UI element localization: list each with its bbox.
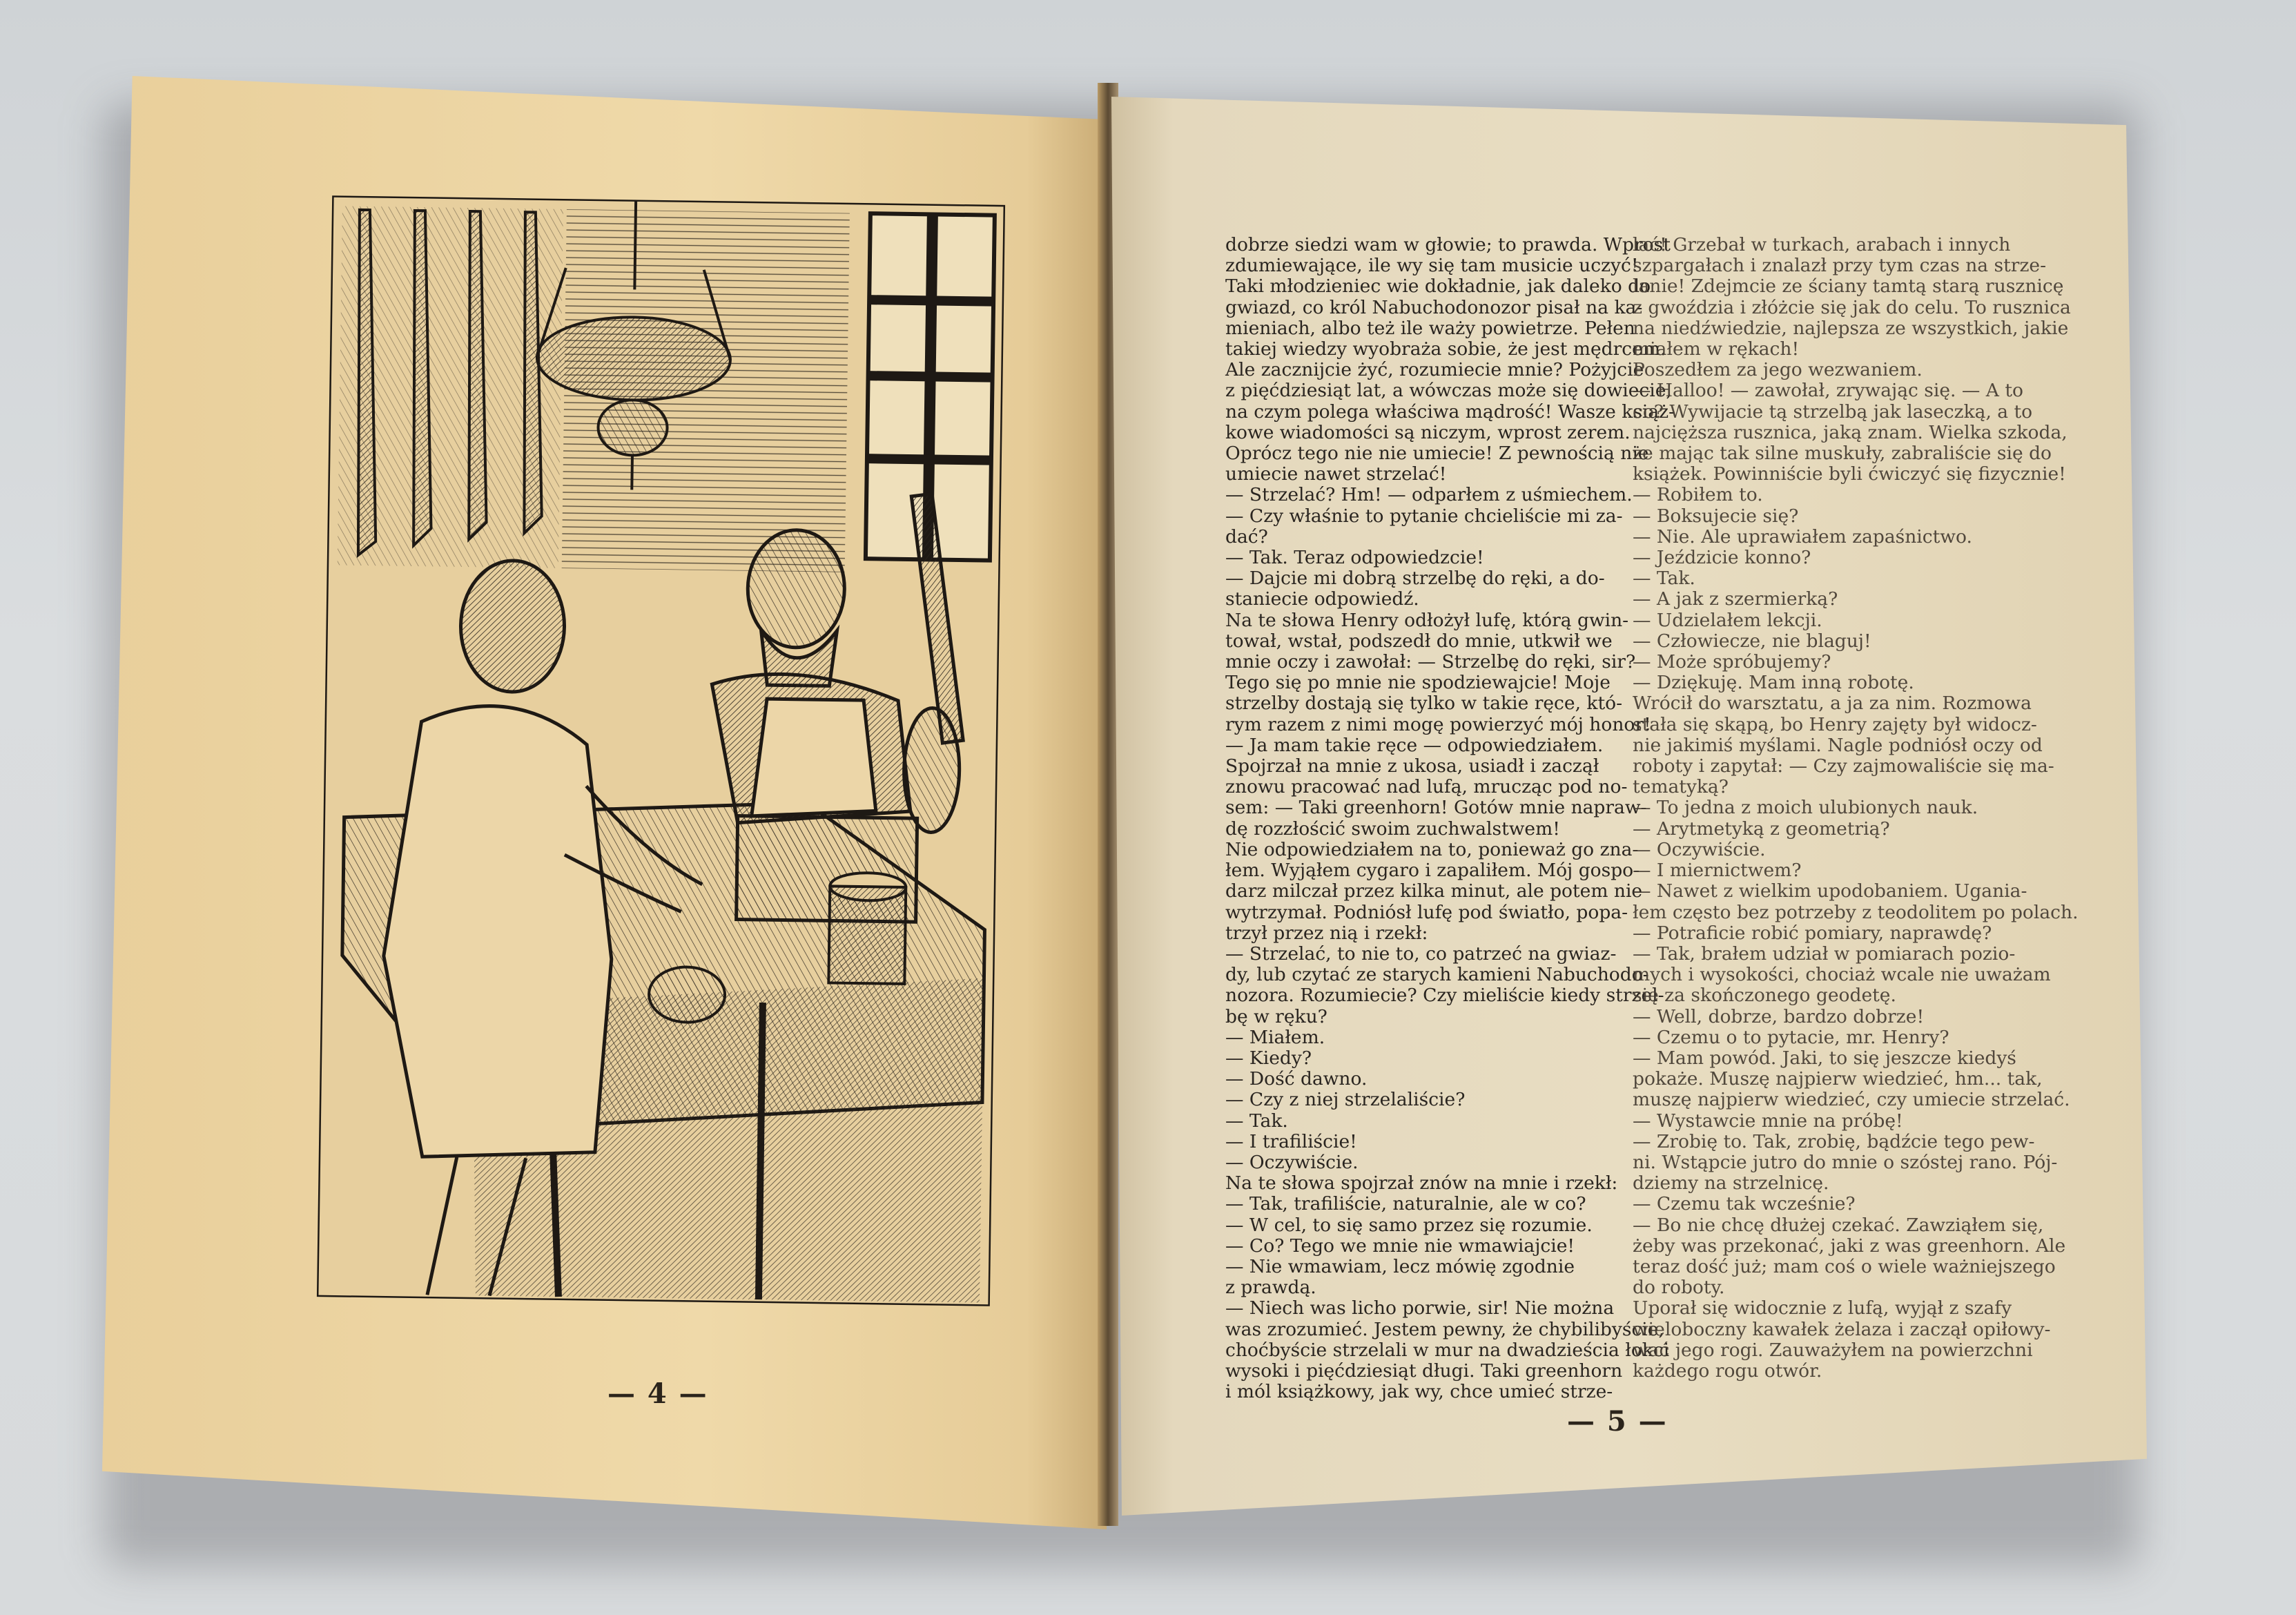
text-line: dać? [1225,525,1268,548]
text-line: — Halloo! — zawołał, zrywając się. — A to [1633,380,2023,402]
text-line: — Nawet z wielkim upodobaniem. Ugania- [1633,880,2027,902]
workshop-illustration [317,195,1005,1306]
text-line: umiecie nawet strzelać! [1225,463,1447,485]
text-line: łem. Wyjąłem cygaro i zapaliłem. Mój gospo- [1225,860,1640,882]
text-line: tematyką? [1633,776,1729,798]
text-line: choćbyście strzelali w mur na dwadzieścia łokci [1225,1339,1670,1361]
text-line: ni. Wstąpcie jutro do mnie o szóstej rano. Pój- [1633,1151,2058,1173]
text-line: Tego się po mnie nie spodziewajcie! Moje [1225,672,1611,694]
text-line: z prawdą. [1225,1277,1316,1299]
text-line: każdego rogu otwór. [1633,1360,1822,1382]
text-line: takiej wiedzy wyobraża sobie, że jest mędrcem. [1225,338,1666,360]
text-line: — Tak, brałem udział w pomiarach pozio- [1633,942,2016,965]
text-line: — Czy właśnie to pytanie chcieliście mi za- [1225,505,1623,527]
text-line: gwiazd, co król Nabuchodonozor pisał na ka- [1225,296,1643,318]
text-line: łem często bez potrzeby z teodolitem po polach. [1633,901,2079,923]
text-line: roboty i zapytał: — Czy zajmowaliście się ma- [1633,755,2054,777]
text-line: — W cel, to się samo przez się rozumie. [1225,1214,1593,1236]
text-line: — Strzelać? Hm! — odparłem z uśmiechem. [1225,484,1633,506]
text-line: strzelby dostają się tylko w takie ręce, któ- [1225,693,1623,715]
text-line: szpargałach i znalazł przy tym czas na strze- [1633,255,2047,277]
text-line: rym razem z nimi mogę powierzyć mój honor! [1225,713,1651,735]
text-line: — Tak. [1225,1110,1288,1132]
text-line: sem: — Taki greenhorn! Gotów mnie napraw- [1225,797,1647,819]
text-line: mieniach, albo też ile waży powietrze. Pełen [1225,317,1635,339]
text-line: — Dajcie mi dobrą strzelbę do ręki, a do- [1225,568,1605,590]
text-line: dy, lub czytać ze starych kamieni Nabuchodo- [1225,964,1649,986]
text-line: wysoki i pięćdziesiąt długi. Taki greenhorn [1225,1360,1623,1382]
text-line: — Oczywiście. [1225,1151,1359,1173]
text-line: mych i wysokości, chociaż wcale nie uważam [1633,964,2051,986]
text-line: mnie oczy i zawołał: — Strzelbę do ręki, sir? [1225,651,1636,673]
text-line: z pięćdziesiąt lat, a wówczas może się dowiecie, [1225,380,1672,402]
text-line: — Nie. Ale uprawiałem zapaśnictwo. [1633,525,1972,548]
text-line: muszę najpierw wiedzieć, czy umiecie strzelać. [1633,1089,2070,1111]
text-line: Taki młodzieniec wie dokładnie, jak daleko do [1225,275,1651,298]
text-line: — Tak. [1633,568,1695,590]
text-line: Ale zacznijcie żyć, rozumiecie mnie? Pożyjcie [1225,359,1644,381]
text-line: — Ja mam takie ręce — odpowiedziałem. [1225,734,1604,756]
text-line: na czym polega właściwa mądrość! Wasze książ- [1225,400,1675,423]
text-line: wytrzymał. Podniósł lufę pod światło, popa- [1225,901,1628,923]
text-line: — Niech was licho porwie, sir! Nie można [1225,1297,1615,1319]
text-line: — Może spróbujemy? [1633,651,1831,673]
text-line: — Jeździcie konno? [1633,547,1811,569]
text-column-left [1225,234,1675,1403]
text-line: — Robiłem to. [1633,484,1763,506]
text-line: — Arytmetyką z geometrią? [1633,818,1890,840]
text-line: lać! Grzebał w turkach, arabach i innych [1633,234,2011,255]
text-line: — I trafiliście! [1225,1130,1357,1152]
text-line: — Dziękuję. Mam inną robotę. [1633,672,1914,694]
text-line: — Człowiecze, nie blaguj! [1633,630,1871,652]
text-line: — Well, dobrze, bardzo dobrze! [1633,1005,1925,1027]
text-line: Spojrzał na mnie z ukosa, usiadł i zaczął [1225,755,1599,777]
text-line: — Udzielałem lekcji. [1633,609,1822,631]
text-line: że mając tak silne muskuły, zabraliście się do [1633,443,2052,465]
text-line: — Bo nie chcę dłużej czekać. Zawziąłem się, [1633,1214,2044,1236]
text-line: — Tak. Teraz odpowiedzcie! [1225,547,1484,569]
text-line: na niedźwiedzie, najlepsza ze wszystkich, jakie [1633,317,2069,339]
text-line: — Strzelać, to nie to, co patrzeć na gwiaz- [1225,942,1617,965]
text-line: i mól książkowy, jak wy, chce umieć strze- [1225,1381,1613,1403]
text-line: — Tak, trafiliście, naturalnie, ale w co? [1225,1193,1586,1215]
text-line: — Czy z niej strzelaliście? [1225,1089,1466,1111]
text-line: — Co? Tego we mnie nie wmawiajcie! [1225,1235,1575,1257]
text-line: Poszedłem za jego wezwaniem. [1633,359,1923,381]
text-line: — Boksujecie się? [1633,505,1799,527]
text-line: — Kiedy? [1225,1047,1312,1069]
text-line: co? Wywijacie tą strzelbą jak laseczką, a to [1633,400,2033,423]
text-line: Na te słowa Henry odłożył lufę, którą gwin- [1225,609,1629,631]
right-page-number: — 5 — [1567,1405,1668,1438]
text-line: książek. Powinniście byli ćwiczyć się fizycznie! [1633,463,2066,485]
text-line: dziemy na strzelnicę. [1633,1172,1829,1195]
text-line: Nie odpowiedziałem na to, ponieważ go zna- [1225,838,1639,860]
text-line: — Nie wmawiam, lecz mówię zgodnie [1225,1255,1575,1277]
text-line: żeby was przekonać, jaki z was greenhorn. Ale [1633,1235,2066,1257]
text-line: się za skończonego geodetę. [1633,985,1896,1007]
text-line: — Miałem. [1225,1026,1325,1048]
text-line: miałem w rękach! [1633,338,1800,360]
text-line: tował, wstał, podszedł do mnie, utkwił we [1225,630,1613,652]
text-line: dobrze siedzi wam w głowie; to prawda. Wprost [1225,234,1671,255]
text-line: Wrócił do warsztatu, a ja za nim. Rozmowa [1633,693,2032,715]
text-line: — Oczywiście. [1633,838,1766,860]
text-line: — A jak z szermierką? [1633,588,1838,610]
text-line: z gwoździa i złóżcie się jak do celu. To rusznica [1633,296,2071,318]
text-line: — Czemu tak wcześnie? [1633,1193,1856,1215]
text-column-right [1633,234,2079,1382]
text-line: — I miernictwem? [1633,860,1802,882]
text-line: nozora. Rozumiecie? Czy mieliście kiedy strzel- [1225,985,1664,1007]
text-line: teraz dość już; mam coś o wiele ważniejszego [1633,1255,2056,1277]
text-line: — Czemu o to pytacie, mr. Henry? [1633,1026,1949,1048]
text-line: — Mam powód. Jaki, to się jeszcze kiedyś [1633,1047,2016,1069]
text-line: staniecie odpowiedź. [1225,588,1419,610]
text-line: trzył przez nią i rzekł: [1225,922,1428,944]
text-line: wać jego rogi. Zauważyłem na powierzchni [1633,1339,2033,1361]
text-line: dę rozzłościć swoim zuchwalstwem! [1225,818,1560,840]
text-line: lanie! Zdejmcie ze ściany tamtą starą rusznicę [1633,275,2064,298]
text-line: darz milczał przez kilka minut, ale potem nie [1225,880,1643,902]
text-line: Uporał się widocznie z lufą, wyjął z szafy [1633,1297,2012,1319]
text-line: Oprócz tego nie nie umiecie! Z pewnością nie [1225,443,1649,465]
text-line: — Potraficie robić pomiary, naprawdę? [1633,922,1992,944]
text-line: — Wystawcie mnie na próbę! [1633,1110,1903,1132]
left-page-number: — 4 — [607,1377,708,1410]
text-line: znowu pracować nad lufą, mrucząc pod no- [1225,776,1628,798]
text-line: — Dość dawno. [1225,1068,1368,1090]
text-line: bę w ręku? [1225,1005,1327,1027]
text-line: kowe wiadomości są niczym, wprost zerem. [1225,421,1631,443]
text-line: wieloboczny kawałek żelaza i zaczął opiłowy- [1633,1318,2051,1340]
text-line: pokaże. Muszę najpierw wiedzieć, hm... tak, [1633,1068,2043,1090]
text-line: Na te słowa spojrzał znów na mnie i rzekł: [1225,1172,1618,1195]
text-line: — To jedna z moich ulubionych nauk. [1633,797,1978,819]
text-line: stała się skąpą, bo Henry zajęty był widocz- [1633,713,2037,735]
text-line: was zrozumieć. Jestem pewny, że chybilibyście, [1225,1318,1664,1340]
text-line: najcięższa rusznica, jaką znam. Wielka szkoda, [1633,421,2068,443]
text-line: zdumiewające, ile wy się tam musicie uczyć! [1225,255,1639,277]
text-line: nie jakimiś myślami. Nagle podniósł oczy od [1633,734,2043,756]
text-line: — Zrobię to. Tak, zrobię, bądźcie tego pew- [1633,1130,2035,1152]
text-line: do roboty. [1633,1277,1725,1299]
